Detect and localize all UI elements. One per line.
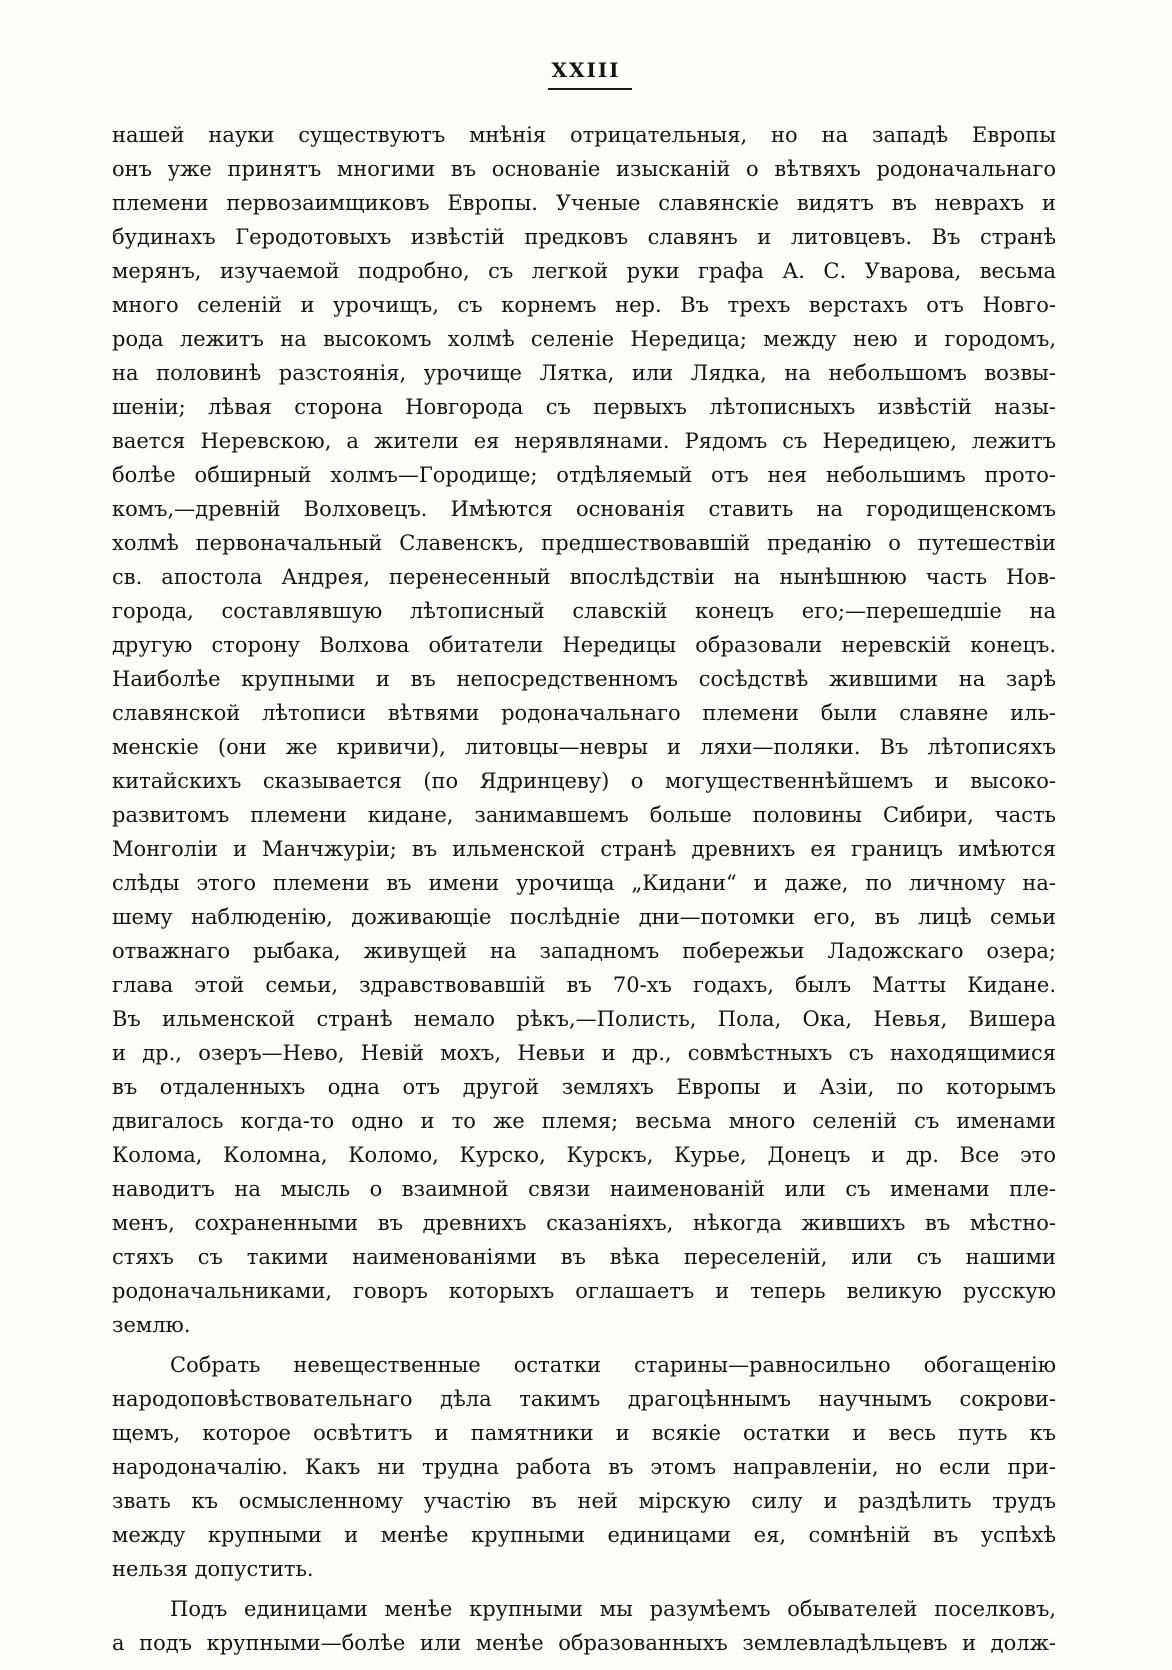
text-line: Наиболѣе крупными и въ непосредственномъ сосѣдствѣ жившими на зарѣ bbox=[112, 667, 1056, 691]
text-line: племени первозаимщиковъ Европы. Ученые славянскіе видятъ въ неврахъ и bbox=[112, 191, 1056, 215]
text-line: Колома, Коломна, Коломо, Курско, Курскъ, Курье, Донецъ и др. Все это bbox=[112, 1143, 1056, 1167]
text-line: славянской лѣтописи вѣтвями родоначальнаго племени были славяне иль- bbox=[112, 701, 1056, 725]
text-line: щемъ, которое освѣтитъ и памятники и всякіе остатки и весь путь къ bbox=[112, 1421, 1056, 1445]
text-line: нельзя допустить. bbox=[112, 1557, 314, 1581]
text-line: менъ, сохраненными въ древнихъ сказаніяхъ, нѣкогда жившихъ въ мѣстно- bbox=[112, 1211, 1056, 1235]
text-line: родоначальниками, говоръ которыхъ оглашаетъ и теперь великую русскую bbox=[112, 1279, 1056, 1303]
text-line: отважнаго рыбака, живущей на западномъ побережьи Ладожскаго озера; bbox=[112, 939, 1056, 963]
text-line: города, составлявшую лѣтописный славскій конецъ его;—перешедшіе на bbox=[112, 599, 1056, 623]
text-line: шеніи; лѣвая сторона Новгорода съ первыхъ лѣтописныхъ извѣстій назы- bbox=[112, 395, 1056, 419]
text-line: комъ,—древній Волховецъ. Имѣются основанія ставить на городищенскомъ bbox=[112, 497, 1056, 521]
paragraph-1 bbox=[112, 118, 1056, 1342]
text-line: китайскихъ сказывается (по Ядринцеву) о могущественнѣйшемъ и высоко- bbox=[112, 769, 1056, 793]
text-line: будинахъ Геродотовыхъ извѣстій предковъ славянъ и литовцевъ. Въ странѣ bbox=[112, 225, 1056, 249]
paragraph-2 bbox=[112, 1348, 1056, 1586]
text-line: а подъ крупными—болѣе или менѣе образованныхъ землевладѣльцевъ и долж- bbox=[112, 1631, 1056, 1655]
text-line: св. апостола Андрея, перенесенный впослѣдствіи на нынѣшнюю часть Нов- bbox=[112, 565, 1056, 589]
text-line: менскіе (они же кривичи), литовцы—невры и ляхи—поляки. Въ лѣтописяхъ bbox=[112, 735, 1056, 759]
text-line: Монголіи и Манчжуріи; въ ильменской странѣ древнихъ ея границъ имѣются bbox=[112, 837, 1056, 861]
paragraph-3 bbox=[112, 1592, 1056, 1660]
text-line: онъ уже принятъ многими въ основаніе изысканій о вѣтвяхъ родоначальнаго bbox=[112, 157, 1056, 181]
text-line: Подъ единицами менѣе крупными мы разумѣемъ обывателей поселковъ, bbox=[170, 1597, 1056, 1621]
text-line: слѣды этого племени въ имени урочища „Кидани“ и даже, по личному на- bbox=[112, 871, 1056, 895]
text-line: рода лежитъ на высокомъ холмѣ селеніе Нередица; между нею и городомъ, bbox=[112, 327, 1056, 351]
text-line: глава этой семьи, здравствовавшій въ 70-хъ годахъ, былъ Матты Кидане. bbox=[112, 973, 1056, 997]
text-line: стяхъ съ такими наименованіями въ вѣка переселеній, или съ нашими bbox=[112, 1245, 1056, 1269]
text-line: развитомъ племени кидане, занимавшемъ больше половины Сибири, часть bbox=[112, 803, 1056, 827]
text-line: наводитъ на мысль о взаимной связи наименованій или съ именами пле- bbox=[112, 1177, 1056, 1201]
text-line: народоначалію. Какъ ни трудна работа въ этомъ направленіи, но если при- bbox=[112, 1455, 1056, 1479]
page-number-rule bbox=[548, 88, 632, 90]
text-line: болѣе обширный холмъ—Городище; отдѣляемый отъ нея небольшимъ прото- bbox=[112, 463, 1056, 487]
text-line: другую сторону Волхова обитатели Нередицы образовали неревскій конецъ. bbox=[112, 633, 1056, 657]
text-line: Собрать невещественные остатки старины—равносильно обогащенію bbox=[170, 1353, 1056, 1377]
text-line: Въ ильменской странѣ немало рѣкъ,—Полисть, Пола, Ока, Невья, Вишера bbox=[112, 1007, 1056, 1031]
text-line: много селеній и урочищъ, съ корнемъ нер. Въ трехъ верстахъ отъ Новго- bbox=[112, 293, 1056, 317]
page-number: XXIII bbox=[551, 58, 621, 82]
text-line: и др., озеръ—Нево, Невій мохъ, Невьи и др., совмѣстныхъ съ находящимися bbox=[112, 1041, 1056, 1065]
body-text bbox=[112, 118, 1056, 1660]
text-line: холмѣ первоначальный Славенскъ, предшествовавшій преданію о путешествіи bbox=[112, 531, 1056, 555]
text-line: шему наблюденію, доживающіе послѣдніе дни—потомки его, въ лицѣ семьи bbox=[112, 905, 1056, 929]
text-line: землю. bbox=[112, 1313, 191, 1337]
text-line: народоповѣствовательнаго дѣла такимъ драгоцѣннымъ научнымъ сокрови- bbox=[112, 1387, 1056, 1411]
text-line: двигалось когда-то одно и то же племя; весьма много селеній съ именами bbox=[112, 1109, 1056, 1133]
text-line: между крупными и менѣе крупными единицами ея, сомнѣній въ успѣхѣ bbox=[112, 1523, 1056, 1547]
text-line: въ отдаленныхъ одна отъ другой земляхъ Европы и Азіи, по которымъ bbox=[112, 1075, 1056, 1099]
text-line: нашей науки существуютъ мнѣнія отрицательныя, но на западѣ Европы bbox=[112, 123, 1056, 147]
text-line: вается Неревскою, а жители ея нерявлянами. Рядомъ съ Нередицею, лежитъ bbox=[112, 429, 1056, 453]
text-line: звать къ осмысленному участію въ ней мірскую силу и раздѣлить трудъ bbox=[112, 1489, 1056, 1513]
text-line: на половинѣ разстоянія, урочище Лятка, или Лядка, на небольшомъ возвы- bbox=[112, 361, 1056, 385]
text-line: мерянъ, изучаемой подробно, съ легкой руки графа А. С. Уварова, весьма bbox=[112, 259, 1056, 283]
